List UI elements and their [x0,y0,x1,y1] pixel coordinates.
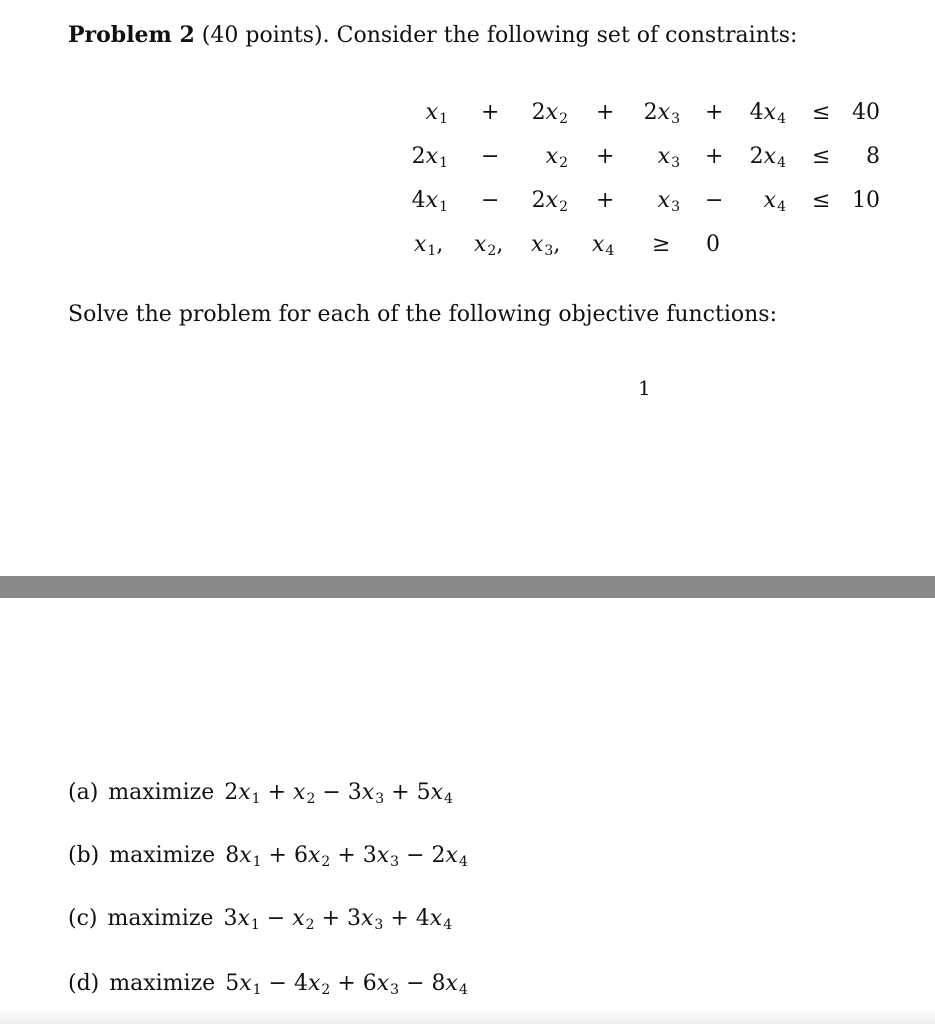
operator: − [481,188,500,213]
term-variable: x [292,906,305,931]
relation-symbol: ≤ [812,144,831,169]
term-variable: x [293,780,306,805]
operator: − [322,780,341,805]
operator: + [596,144,615,169]
constraint-term [426,100,448,127]
term-variable: x [531,232,544,257]
operator: + [596,100,615,125]
relation-symbol: ≤ [812,100,831,125]
operator: + [267,780,287,805]
term-coefficient: 2 [531,188,546,213]
operator: − [481,144,500,169]
term-coefficient: 3 [362,843,377,868]
term-coefficient: 6 [362,971,377,996]
term-subscript: 2 [559,199,568,215]
operator: − [406,971,425,996]
objective-verb: maximize [109,971,216,996]
term-coefficient: 4 [411,188,426,213]
objective-function [68,843,468,870]
term-subscript: 3 [374,917,384,933]
term-subscript: 4 [605,243,615,259]
constraint-term [750,100,786,127]
term-subscript: 1 [439,199,448,215]
operator: + [481,100,500,125]
term-variable: x [545,188,559,213]
term-coefficient: 3 [347,780,362,805]
term-variable: x [430,780,443,805]
term-variable: x [237,906,250,931]
term-subscript: 1 [427,243,437,259]
term-subscript: 3 [544,243,554,259]
operator: + [337,971,356,996]
term-coefficient: 5 [225,971,240,996]
right-hand-side: 0 [706,232,720,257]
objective-function [68,780,453,807]
term-variable: x [445,843,458,868]
objective-label: (c) [68,906,98,931]
term-variable: x [763,100,777,125]
term-variable: x [425,100,439,125]
term-variable: x [545,144,559,169]
term-subscript: 3 [375,791,385,807]
term-variable: x [429,906,443,931]
term-variable: x [657,188,671,213]
term-subscript: 1 [439,155,448,171]
term-subscript: 4 [443,917,453,933]
right-hand-side: 8 [866,144,880,169]
term-subscript: 3 [671,111,680,127]
constraint-term [658,188,680,215]
term-subscript: 1 [252,854,262,870]
constraint-term [532,100,568,127]
nonnegativity-variable [414,232,443,259]
right-hand-side: 40 [852,100,880,125]
page-bottom-edge [0,1008,935,1024]
term-subscript: 3 [390,854,400,870]
term-subscript: 3 [671,199,680,215]
constraint-term [412,144,448,171]
constraint-term [750,144,786,171]
term-variable: x [763,144,777,169]
operator: + [705,100,724,125]
term-coefficient: 5 [416,780,431,805]
nonnegativity-variable [531,232,560,259]
problem-title: Problem 2 [68,22,195,48]
term-subscript: 4 [458,854,468,870]
term-variable: x [425,188,439,213]
term-variable: x [361,780,375,805]
objective-verb: maximize [109,843,216,868]
term-coefficient: 6 [293,843,308,868]
operator: − [406,843,425,868]
term-subscript: 1 [439,111,448,127]
term-subscript: 4 [444,791,453,807]
term-subscript: 2 [305,917,315,933]
problem-intro: Consider the following set of constraints: [336,23,798,48]
objective-function [68,906,452,933]
term-coefficient: 4 [749,100,764,125]
constraint-term [644,100,680,127]
term-subscript: 3 [390,982,400,998]
term-subscript: 2 [559,155,568,171]
operator: + [321,906,340,931]
term-coefficient: 8 [225,843,240,868]
constraint-term [658,144,680,171]
separator: , [553,232,561,257]
term-subscript: 2 [321,854,331,870]
objective-verb: maximize [108,780,215,805]
operator: + [705,144,724,169]
separator: , [496,232,504,257]
term-coefficient: 2 [411,144,426,169]
page-number: 1 [638,376,651,400]
term-subscript: 4 [777,111,786,127]
solve-instruction: Solve the problem for each of the following objective functions: [68,302,777,327]
objective-function [68,971,468,998]
separator: , [436,232,444,257]
constraint-term [532,188,568,215]
operator: + [596,188,615,213]
term-coefficient: 2 [643,100,658,125]
problem-heading [68,22,797,48]
constraint-term [764,188,786,215]
term-subscript: 4 [458,982,468,998]
term-subscript: 1 [251,791,261,807]
operator: + [337,843,356,868]
term-variable: x [307,971,321,996]
term-variable: x [414,232,427,257]
relation-symbol: ≥ [652,232,671,257]
term-variable: x [239,971,252,996]
operator: + [268,843,287,868]
right-hand-side: 10 [852,188,880,213]
page-separator [0,576,935,598]
term-subscript: 2 [321,982,331,998]
operator: + [391,780,410,805]
term-subscript: 3 [671,155,680,171]
term-variable: x [307,843,321,868]
term-variable: x [763,188,777,213]
term-subscript: 1 [250,917,260,933]
term-coefficient: 4 [415,906,430,931]
term-variable: x [545,100,559,125]
term-variable: x [445,971,458,996]
nonnegativity-variable [474,232,503,259]
term-subscript: 2 [306,791,316,807]
constraint-term [412,188,448,215]
term-variable: x [239,843,252,868]
term-coefficient: 2 [749,144,764,169]
term-variable: x [657,100,671,125]
operator: + [390,906,409,931]
term-variable: x [592,232,605,257]
objective-verb: maximize [107,906,214,931]
operator: − [266,906,286,931]
term-coefficient: 2 [431,843,446,868]
relation-symbol: ≤ [812,188,831,213]
term-variable: x [238,780,251,805]
objective-label: (b) [68,843,100,868]
term-subscript: 2 [559,111,568,127]
problem-points: (40 points). [201,23,330,48]
term-coefficient: 2 [531,100,546,125]
term-coefficient: 3 [223,906,238,931]
objective-label: (a) [68,780,99,805]
objective-label: (d) [68,971,100,996]
term-subscript: 2 [487,243,497,259]
term-coefficient: 8 [431,971,446,996]
nonnegativity-variable [592,232,614,259]
term-coefficient: 2 [224,780,239,805]
operator: − [268,971,287,996]
term-variable: x [376,843,390,868]
term-subscript: 1 [252,982,262,998]
term-variable: x [657,144,671,169]
term-subscript: 4 [777,199,786,215]
constraint-term [546,144,568,171]
term-variable: x [425,144,439,169]
term-variable: x [361,906,374,931]
term-variable: x [474,232,487,257]
operator: − [705,188,724,213]
term-subscript: 4 [777,155,786,171]
term-coefficient: 3 [347,906,361,931]
term-variable: x [376,971,390,996]
term-coefficient: 4 [293,971,308,996]
